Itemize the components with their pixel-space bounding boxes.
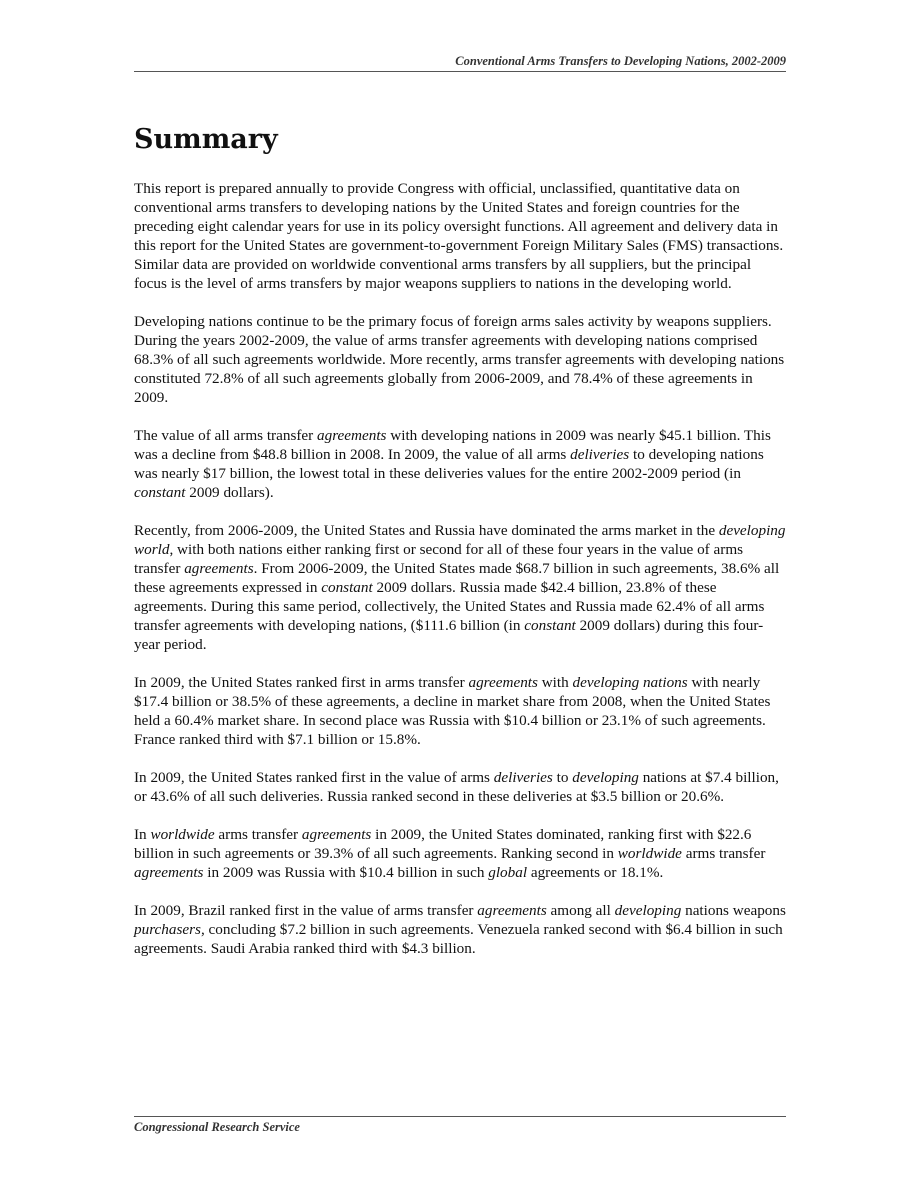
paragraph-4 (134, 521, 786, 654)
emphasis: developing world (134, 522, 786, 558)
text-run: Recently, from 2006-2009, the United States and Russia have dominated the arms market in the (134, 522, 719, 539)
text-run: with developing nations in 2009 was nearly $45.1 billion. This was a decline from $48.8 billion in 2008. In 2009, the value of all arms (134, 427, 771, 463)
emphasis: developing (614, 902, 682, 919)
text-run: 2009 dollars. Russia made $42.4 billion, 23.8% of these agreements. During this same period, collectively, the United States and Russia made 62.4% of all arms transfer agreements with developing nations, ($111.6 billion (in (134, 579, 765, 634)
text-run: in 2009, the United States dominated, ranking first with $22.6 billion in such agreements or 39.3% of all such agreements. Ranking second in (134, 826, 752, 862)
running-header: Conventional Arms Transfers to Developing Nations, 2002-2009 (134, 54, 786, 72)
paragraph-8 (134, 901, 786, 958)
paragraph-1: This report is prepared annually to provide Congress with official, unclassified, quantitative data on conventional arms transfers to developing nations by the United States and foreign countries for the preceding eight calendar years for use in its policy oversight functions. All agreement and delivery data in this report for the United States are government-to-government Foreign Military Sales (FMS) transactions. Similar data are provided on worldwide conventional arms transfers by all suppliers, but the principal focus is the level of arms transfers by major weapons suppliers to nations in the developing world. (134, 180, 784, 292)
emphasis: constant (524, 617, 576, 634)
text-run: nations weapons (681, 902, 786, 919)
text-run: 2009 dollars). (185, 484, 274, 501)
paragraph-3 (134, 426, 786, 502)
emphasis: agreements (134, 864, 204, 881)
emphasis: constant (134, 484, 186, 501)
page-title: Summary (134, 124, 278, 155)
text-run: In (134, 826, 151, 843)
emphasis: agreements (301, 826, 372, 843)
emphasis: purchasers (134, 921, 201, 938)
text-run: nations at $7.4 billion, or 43.6% of all such deliveries. Russia ranked second in these deliveries at $3.5 billion or 20.6%. (134, 769, 779, 805)
text-run: In 2009, the United States ranked first in arms transfer (134, 674, 469, 691)
text-run: agreements or 18.1%. (527, 864, 664, 881)
emphasis: agreements (468, 674, 538, 691)
text-run: with nearly $17.4 billion or 38.5% of these agreements, a decline in market share from 2008, when the United States held a 60.4% market share. In second place was Russia with $10.4 billion or 23.1% of such agreements. France ranked third with $7.1 billion or 15.8%. (134, 674, 771, 748)
emphasis: constant (321, 579, 373, 596)
text-run: , concluding $7.2 billion in such agreements. Venezuela ranked second with $6.4 billion in such agreements. Saudi Arabia ranked third with $4.3 billion. (134, 921, 783, 957)
text-run: to (552, 769, 573, 786)
text-run: to developing nations was nearly $17 billion, the lowest total in these deliveries values for the entire 2002-2009 period (in (134, 446, 764, 482)
emphasis: worldwide (150, 826, 215, 843)
paragraph-6 (134, 768, 786, 806)
emphasis: worldwide (617, 845, 682, 862)
emphasis: agreements (477, 902, 547, 919)
text-run: 2009 dollars) during this four-year period. (134, 617, 764, 653)
summary-section (134, 124, 786, 977)
text-run: arms transfer (214, 826, 302, 843)
emphasis: agreements (317, 427, 387, 444)
emphasis: deliveries (493, 769, 553, 786)
text-run: in 2009 was Russia with $10.4 billion in such (203, 864, 489, 881)
text-run: , with both nations either ranking first or second for all of these four years in the value of arms transfer (134, 541, 744, 577)
emphasis: agreements (184, 560, 254, 577)
text-run: The value of all arms transfer (134, 427, 318, 444)
emphasis: deliveries (570, 446, 630, 463)
text-run: In 2009, Brazil ranked first in the value of arms transfer (134, 902, 478, 919)
paragraph-5 (134, 673, 786, 749)
paragraph-7 (134, 825, 786, 882)
text-run: arms transfer (681, 845, 766, 862)
emphasis: developing nations (572, 674, 688, 691)
paragraph-2: Developing nations continue to be the primary focus of foreign arms sales activity by weapons suppliers. During the years 2002-2009, the value of arms transfer agreements with developing nations comprised 68.3% of all such agreements worldwide. More recently, arms transfer agreements with developing nations constituted 72.8% of all such agreements globally from 2006-2009, and 78.4% of these agreements in 2009. (134, 313, 785, 406)
text-run: among all (546, 902, 615, 919)
emphasis: developing (572, 769, 639, 786)
emphasis: global (488, 864, 528, 881)
text-run: In 2009, the United States ranked first in the value of arms (134, 769, 494, 786)
running-footer: Congressional Research Service (134, 1116, 786, 1135)
text-run: . From 2006-2009, the United States made $68.7 billion in such agreements, 38.6% all these agreements expressed in (134, 560, 780, 596)
text-run: with (537, 674, 573, 691)
